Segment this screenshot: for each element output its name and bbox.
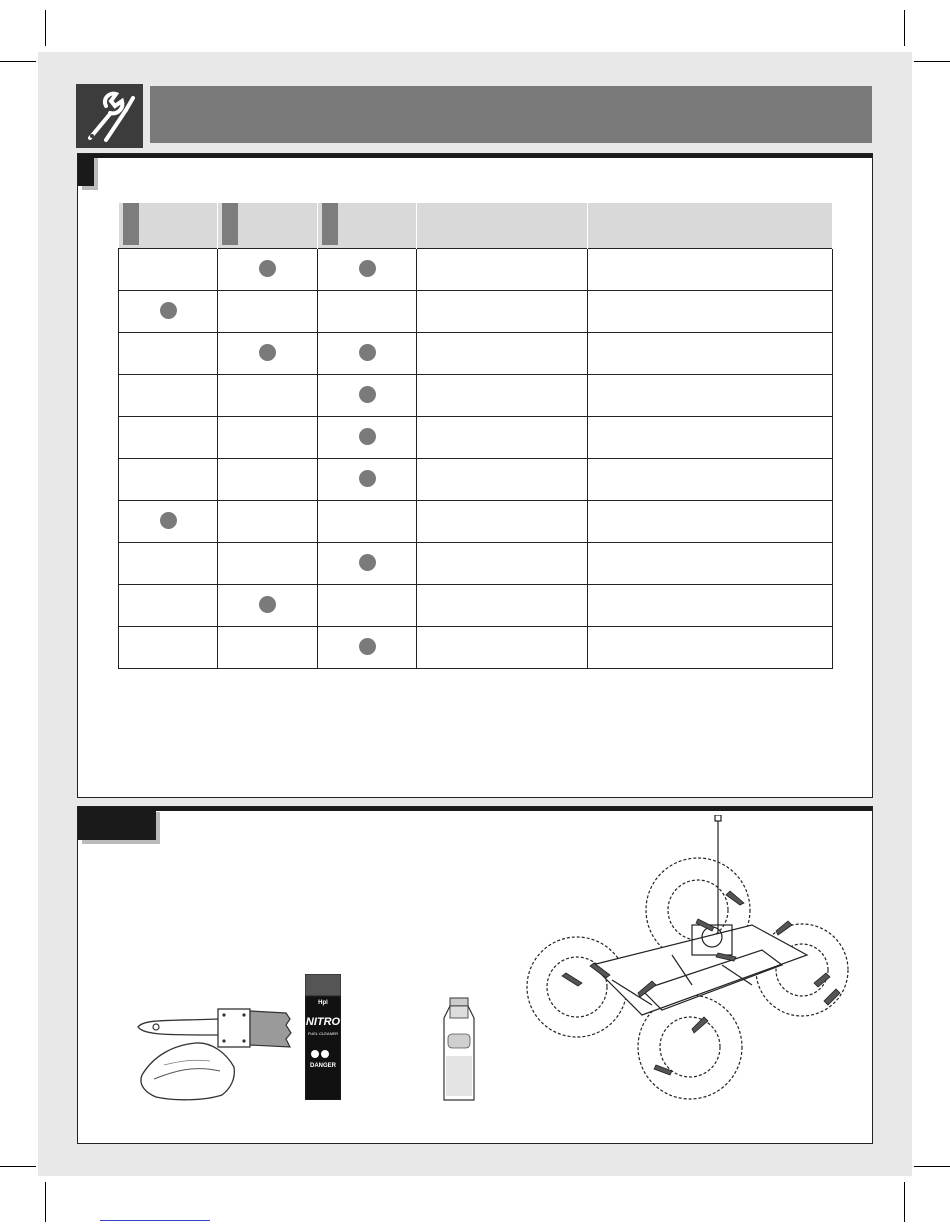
- table-row: [119, 249, 833, 291]
- table-cell: [588, 249, 833, 291]
- table-cell: [588, 333, 833, 375]
- table-cell: [318, 459, 417, 501]
- wrench-screwdriver-icon: [76, 84, 143, 148]
- maintenance-schedule-table: [118, 203, 833, 669]
- table-cell: [417, 375, 588, 417]
- table-row: [119, 627, 833, 669]
- table-cell: [318, 249, 417, 291]
- table-cell: [218, 627, 318, 669]
- table-cell: [218, 375, 318, 417]
- table-cell: [417, 459, 588, 501]
- table-cell: [417, 627, 588, 669]
- section-tab: [78, 808, 156, 840]
- table-cell: [318, 375, 417, 417]
- table-cell: [417, 249, 588, 291]
- table-row: [119, 501, 833, 543]
- section-tab: [78, 154, 94, 186]
- table-cell: [318, 543, 417, 585]
- crop-mark: [914, 61, 950, 62]
- table-cell: [588, 543, 833, 585]
- table-cell: [119, 543, 218, 585]
- table-cell: [119, 585, 218, 627]
- table-cell: [119, 459, 218, 501]
- column-marker: [322, 203, 338, 245]
- table-cell: [588, 291, 833, 333]
- interval-dot-icon: [359, 638, 376, 655]
- table-cell: [318, 417, 417, 459]
- crop-mark: [914, 1166, 950, 1167]
- table-cell: [588, 417, 833, 459]
- table-cell: [218, 459, 318, 501]
- table-cell: [417, 417, 588, 459]
- column-marker: [222, 203, 238, 245]
- table-cell: [417, 291, 588, 333]
- table-cell: [588, 585, 833, 627]
- interval-dot-icon: [259, 344, 276, 361]
- interval-dot-icon: [359, 386, 376, 403]
- table-row: [119, 375, 833, 417]
- table-row: [119, 543, 833, 585]
- interval-dot-icon: [359, 260, 376, 277]
- interval-dot-icon: [259, 596, 276, 613]
- table-cell: [218, 333, 318, 375]
- column-header: [417, 203, 588, 249]
- crop-mark: [0, 61, 36, 62]
- table-cell: [318, 333, 417, 375]
- section-header-bar: [150, 86, 872, 143]
- table-cell: [588, 375, 833, 417]
- column-header: [119, 203, 218, 249]
- column-header: [588, 203, 833, 249]
- link-underline: [100, 1220, 210, 1221]
- cleaner-can-icon: [305, 974, 341, 1100]
- table-cell: [318, 501, 417, 543]
- table-cell: [119, 249, 218, 291]
- table-cell: [417, 543, 588, 585]
- table-cell: [417, 585, 588, 627]
- crop-mark: [904, 1182, 905, 1222]
- column-marker: [123, 203, 139, 245]
- can-subtitle: FUEL CLEANER: [307, 1031, 339, 1036]
- table-cell: [318, 585, 417, 627]
- table-cell: [218, 543, 318, 585]
- interval-dot-icon: [359, 554, 376, 571]
- can-warning: DANGER: [309, 1063, 336, 1069]
- crop-mark: [0, 1166, 36, 1167]
- can-brand: Hpl: [318, 1000, 328, 1006]
- table-cell: [588, 459, 833, 501]
- table-row: [119, 291, 833, 333]
- table-cell: [119, 501, 218, 543]
- table-row: [119, 459, 833, 501]
- table-cell: [119, 627, 218, 669]
- panel-top-rule: [78, 154, 872, 158]
- column-header: [318, 203, 417, 249]
- table-cell: [218, 585, 318, 627]
- interval-dot-icon: [359, 470, 376, 487]
- table-cell: [417, 333, 588, 375]
- table-header-row: [119, 203, 833, 249]
- crop-mark: [45, 1182, 46, 1222]
- panel-top-rule: [78, 807, 872, 811]
- table-cell: [417, 501, 588, 543]
- interval-dot-icon: [259, 260, 276, 277]
- brush-icon: [136, 1005, 294, 1057]
- table-row: [119, 333, 833, 375]
- crop-mark: [904, 10, 905, 46]
- table-cell: [119, 333, 218, 375]
- table-cell: [218, 249, 318, 291]
- table-cell: [588, 501, 833, 543]
- table-cell: [119, 291, 218, 333]
- monster-truck-diagram: [522, 815, 852, 1105]
- table-cell: [119, 417, 218, 459]
- column-header: [218, 203, 318, 249]
- table-cell: [218, 291, 318, 333]
- can-title: NITRO: [305, 1016, 341, 1028]
- oil-bottle-icon: [442, 996, 476, 1102]
- table-cell: [218, 417, 318, 459]
- table-cell: [318, 291, 417, 333]
- interval-dot-icon: [359, 428, 376, 445]
- interval-dot-icon: [160, 302, 177, 319]
- table-row: [119, 585, 833, 627]
- table-cell: [218, 501, 318, 543]
- table-row: [119, 417, 833, 459]
- table-cell: [588, 627, 833, 669]
- interval-dot-icon: [359, 344, 376, 361]
- table-cell: [119, 375, 218, 417]
- crop-mark: [45, 10, 46, 46]
- interval-dot-icon: [160, 512, 177, 529]
- table-cell: [318, 627, 417, 669]
